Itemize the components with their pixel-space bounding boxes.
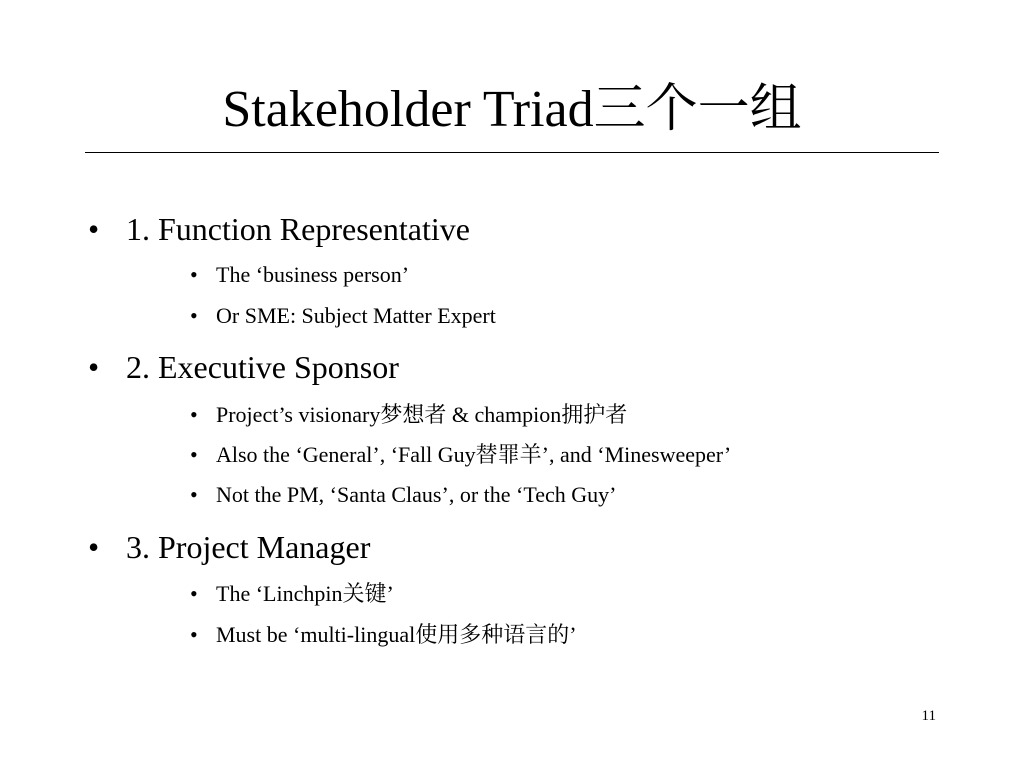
page-number: 11 bbox=[921, 708, 936, 724]
bullet-heading: 3. Project Manager bbox=[126, 529, 371, 565]
slide-title: Stakeholder Triad三个一组 bbox=[222, 81, 802, 138]
bullet-icon: • bbox=[190, 303, 198, 328]
bullet-icon: • bbox=[190, 581, 198, 606]
bullet-heading: 1. Function Representative bbox=[126, 211, 470, 247]
sub-bullet-text: The ‘business person’ bbox=[216, 262, 410, 287]
bullet-heading: 2. Executive Sponsor bbox=[126, 349, 399, 385]
bullet-icon: • bbox=[88, 211, 100, 247]
bullet-icon: • bbox=[190, 622, 198, 647]
sub-bullet-text: Must be ‘multi-lingual使用多种语言的’ bbox=[216, 622, 577, 647]
sub-bullet-text: Also the ‘General’, ‘Fall Guy替罪羊’, and ‘Minesweeper’ bbox=[216, 442, 732, 467]
bullet-icon: • bbox=[88, 529, 100, 565]
bullet-icon: • bbox=[88, 349, 100, 385]
sub-bullet-text: Not the PM, ‘Santa Claus’, or the ‘Tech Guy’ bbox=[216, 482, 617, 507]
sub-bullet-text: Project’s visionary梦想者 & champion拥护者 bbox=[216, 402, 628, 427]
sub-bullet-text: The ‘Linchpin关键’ bbox=[216, 581, 394, 606]
sub-bullet-text: Or SME: Subject Matter Expert bbox=[216, 303, 496, 328]
bullet-icon: • bbox=[190, 482, 198, 507]
bullet-icon: • bbox=[190, 402, 198, 427]
bullet-icon: • bbox=[190, 262, 198, 287]
bullet-icon: • bbox=[190, 442, 198, 467]
